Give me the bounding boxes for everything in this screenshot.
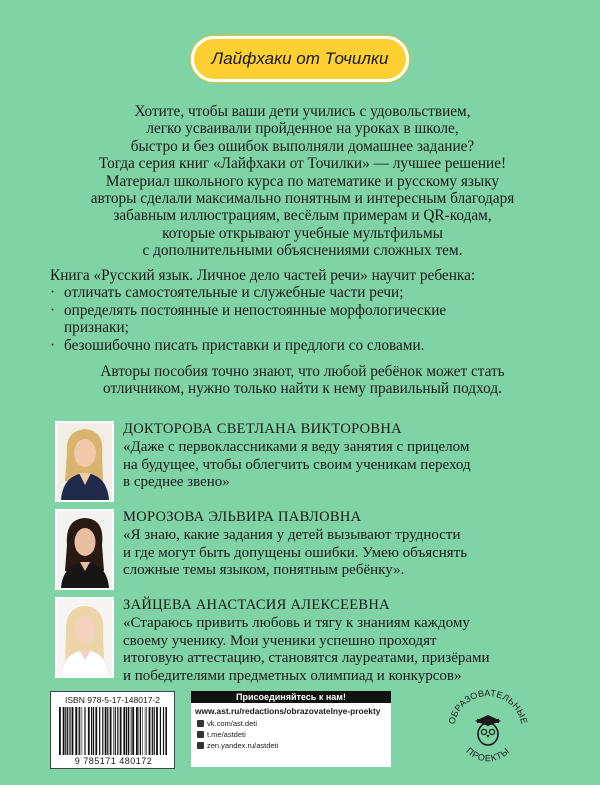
telegram-icon <box>197 731 204 738</box>
social-link-zen[interactable]: zen.yandex.ru/astdeti <box>191 740 391 751</box>
zen-icon <box>197 742 204 749</box>
barcode-bar <box>156 707 158 755</box>
barcode-bar <box>82 707 83 755</box>
text-line: отличником, нужно только найти к нему правильный подход. <box>103 380 502 398</box>
author-name: ДОКТОРОВА СВЕТЛАНА ВИКТОРОВНА <box>123 421 402 437</box>
series-badge <box>191 36 409 82</box>
barcode-bar <box>88 707 90 755</box>
website-link[interactable]: www.ast.ru/redactions/obrazovatelnye-proekty <box>195 706 381 716</box>
skill-item: · отличать самостоятельные и служебные части речи; <box>50 284 404 302</box>
text-line: своему ученику. Мои ученики успешно проходят <box>123 632 437 649</box>
educational-projects-emblem <box>438 676 538 780</box>
text-line: и победителями предметных олимпиад и конкурсов» <box>123 667 462 684</box>
barcode-bar <box>84 707 85 755</box>
barcode-bar <box>115 707 116 755</box>
book-description <box>50 267 570 354</box>
barcode-bar <box>136 707 138 755</box>
barcode-bar <box>59 707 61 755</box>
author-photo <box>55 597 114 678</box>
svg-text:ПРОЕКТЫ: ПРОЕКТЫ <box>464 745 512 764</box>
text-line: Хотите, чтобы ваши дети учились с удовольствием, <box>134 103 471 120</box>
barcode-bar <box>145 707 146 755</box>
barcode-bar <box>69 707 70 755</box>
author-photo <box>55 509 114 590</box>
text-line: забавным иллюстрациям, весёлым примерам и QR-кодам, <box>113 207 492 225</box>
barcode-bar <box>85 707 86 755</box>
bullet-icon: · <box>50 336 56 354</box>
text-line: и где могут быть допущены ошибки. Умею объяснять <box>123 544 468 561</box>
barcode-bar <box>63 707 65 755</box>
social-link-vk[interactable]: vk.com/ast.deti <box>191 718 391 729</box>
text-line: сложные темы языком, понятным ребёнку». <box>123 562 405 579</box>
barcode-graphic <box>59 707 167 755</box>
vk-icon <box>197 720 204 727</box>
author-name: ЗАЙЦЕВА АНАСТАСИЯ АЛЕКСЕЕВНА <box>123 597 390 613</box>
skill-item: · определять постоянные и непостоянные морфологические <box>50 301 447 319</box>
barcode-bar <box>102 707 103 755</box>
bullet-icon: · <box>50 284 56 302</box>
barcode-bar <box>160 707 161 755</box>
barcode-bar <box>107 707 108 755</box>
text-line: легко усваивали пройденное на уроках в школе, <box>146 120 459 138</box>
author-quote <box>123 527 583 579</box>
text-line: быстро и без ошибок выполняли домашнее задание? <box>130 137 475 155</box>
author-card <box>55 509 575 597</box>
isbn-title: ISBN 978-5-17-148017-2 <box>65 695 160 705</box>
barcode-bar <box>130 707 131 755</box>
barcode-bar <box>142 707 143 755</box>
author-name: МОРОЗОВА ЭЛЬВИРА ПАВЛОВНА <box>123 509 362 525</box>
author-quote <box>123 439 583 491</box>
text-line: на будущее, чтобы облегчить своим ученикам переход <box>123 456 471 473</box>
barcode-bar <box>120 707 122 755</box>
barcode-bar <box>163 707 164 755</box>
owl-icon <box>475 715 501 745</box>
barcode-bar <box>99 707 100 755</box>
join-header: Присоединяйтесь к нам! <box>191 691 391 703</box>
text-line: итоговую аттестацию, становятся лауреатами, призёрами <box>123 650 490 667</box>
text-line: с дополнительными объяснениями сложных тем. <box>142 242 463 260</box>
barcode-bar <box>93 707 94 755</box>
barcode-bar <box>139 707 140 755</box>
svg-text:ОБРАЗОВАТЕЛЬНЫЕ: ОБРАЗОВАТЕЛЬНЫЕ <box>446 687 530 726</box>
barcode-bar <box>132 707 134 755</box>
author-card <box>55 421 575 509</box>
barcode-bar <box>128 707 129 755</box>
author-photo <box>55 421 114 502</box>
text-line: Материал школьного курса по математике и русскому языку <box>105 172 500 190</box>
barcode-bar <box>75 707 77 755</box>
barcode-bar <box>152 707 153 755</box>
barcode-bar <box>70 707 71 755</box>
skills-list <box>50 284 570 354</box>
barcode-bar <box>140 707 141 755</box>
text-line: «Даже с первоклассниками я веду занятия с прицелом <box>123 439 470 456</box>
author-quote <box>123 615 583 685</box>
barcode-bar <box>79 707 80 755</box>
barcode-bar <box>105 707 107 755</box>
barcode-bar <box>123 707 125 755</box>
barcode-bar <box>65 707 66 755</box>
bullet-icon: · <box>50 301 56 319</box>
barcode-bar <box>95 707 97 755</box>
barcode-bar <box>126 707 127 755</box>
barcode-bar <box>131 707 132 755</box>
barcode-bar <box>117 707 118 755</box>
author-card <box>55 597 575 685</box>
text-line: Тогда серия книг «Лайфхаки от Точилки» — лучшее решение! <box>98 155 507 173</box>
barcode-bar <box>165 707 167 755</box>
book-lead: Книга «Русский язык. Личное дело частей речи» научит ребенка: <box>50 267 476 284</box>
barcode-bar <box>110 707 112 755</box>
outro-text <box>40 363 565 398</box>
barcode-bar <box>146 707 147 755</box>
series-title: Лайфхаки от Точилки <box>211 49 389 68</box>
social-link-telegram[interactable]: t.me/astdeti <box>191 729 391 740</box>
text-line: авторы сделали максимально понятным и интересным благодаря <box>90 190 515 208</box>
barcode-bar <box>154 707 155 755</box>
barcode-bar <box>78 707 79 755</box>
join-us-block <box>191 691 391 767</box>
skill-item: · безошибочно писать приставки и предлоги со словами. <box>50 336 425 354</box>
barcode-bar <box>72 707 74 755</box>
skill-item-continuation: признаки; <box>64 319 129 337</box>
text-line: «Стараюсь привить любовь и тягу к знаниям каждому <box>123 615 470 632</box>
barcode-number: 9 785171 480172 <box>74 756 153 766</box>
text-line: в среднее звено» <box>123 474 230 491</box>
barcode-bar <box>149 707 151 755</box>
text-line: «Я знаю, какие задания у детей вызывают трудности <box>123 527 461 544</box>
text-line: Авторы пособия точно знают, что любой ребёнок может стать <box>100 363 505 380</box>
isbn-barcode <box>50 691 175 769</box>
intro-text <box>40 103 565 260</box>
barcode-bar <box>113 707 114 755</box>
text-line: которые открывают учебные мультфильмы <box>162 224 443 242</box>
barcode-bar <box>91 707 92 755</box>
barcode-bar <box>67 707 68 755</box>
